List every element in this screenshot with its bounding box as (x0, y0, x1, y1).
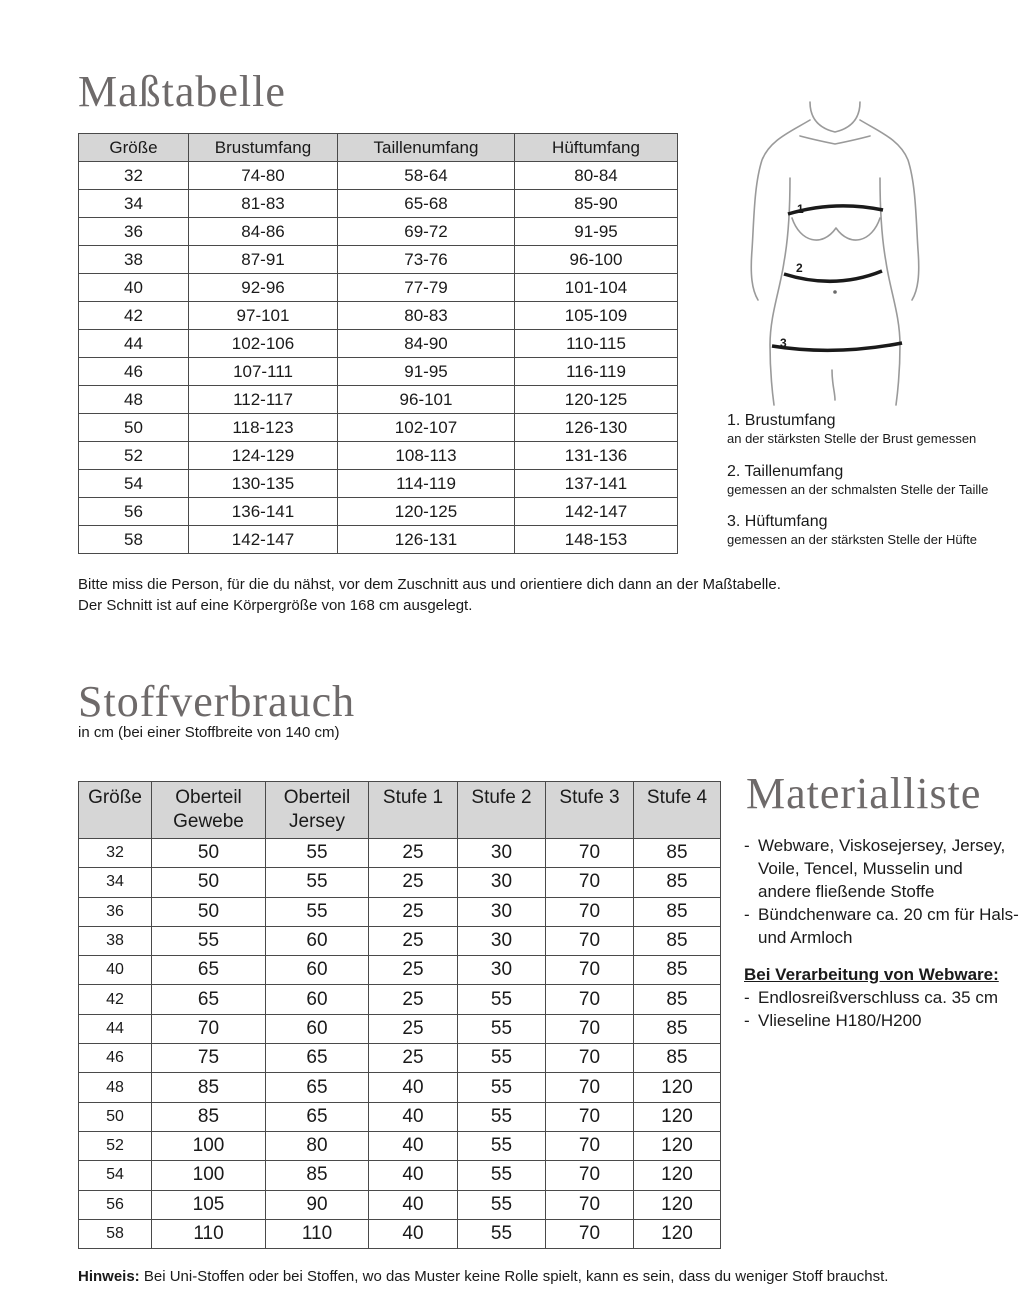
table-cell: 58 (79, 1219, 152, 1248)
material-item: - Bündchenware ca. 20 cm für Hals- und Armloch (744, 903, 1019, 949)
table-cell: 25 (369, 926, 458, 955)
table-cell: 70 (546, 1161, 634, 1190)
header-line: Jersey (289, 811, 345, 832)
figure-center-line (832, 370, 835, 400)
table-cell: 100 (152, 1161, 266, 1190)
table-cell: 56 (79, 498, 189, 526)
table-cell: 55 (458, 1190, 546, 1219)
table-cell: 30 (458, 897, 546, 926)
table-cell: 107-111 (189, 358, 338, 386)
table-cell: 40 (369, 1131, 458, 1160)
table-cell: 85 (634, 1044, 721, 1073)
table-cell: 85 (634, 956, 721, 985)
table-cell: 65 (152, 985, 266, 1014)
header-line: Stufe 2 (471, 787, 532, 808)
marker-2: 2 (796, 261, 803, 275)
table-cell: 120 (634, 1131, 721, 1160)
header-line: Stufe 4 (646, 787, 708, 808)
table-cell: 120-125 (338, 498, 515, 526)
table-cell: 142-147 (515, 498, 678, 526)
table-cell: 120 (634, 1219, 721, 1248)
table-cell: 50 (79, 1102, 152, 1131)
material-items (744, 834, 1019, 949)
legend-brustumfang (727, 412, 976, 446)
table-cell: 85 (266, 1161, 369, 1190)
table-cell: 84-86 (189, 218, 338, 246)
table-cell: 55 (458, 1073, 546, 1102)
table-row (79, 386, 678, 414)
table-cell: 91-95 (338, 358, 515, 386)
figure-bust (792, 218, 880, 240)
table-cell: 105-109 (515, 302, 678, 330)
table-row (79, 1161, 721, 1190)
table-cell: 136-141 (189, 498, 338, 526)
material-list (744, 834, 1019, 1032)
body-measurement-figure (740, 100, 930, 410)
table-cell: 56 (79, 1190, 152, 1219)
fabric-usage-column-header (369, 782, 458, 839)
table-row (79, 868, 721, 897)
table-cell: 70 (546, 1219, 634, 1248)
legend-description: gemessen an der stärksten Stelle der Hüfte (727, 532, 978, 547)
table-cell: 36 (79, 218, 189, 246)
table-cell: 50 (79, 414, 189, 442)
fabric-usage-column-header (79, 782, 152, 839)
table-cell: 120 (634, 1190, 721, 1219)
table-cell: 126-131 (338, 526, 515, 554)
table-row (79, 839, 721, 868)
table-cell: 32 (79, 162, 189, 190)
legend-title: 3. Hüftumfang (727, 513, 828, 530)
size-chart-column-header: Brustumfang (189, 134, 338, 162)
marker-1: 1 (797, 202, 804, 216)
header-line: Gewebe (173, 811, 244, 832)
table-cell: 25 (369, 868, 458, 897)
table-row (79, 274, 678, 302)
table-row (79, 358, 678, 386)
table-cell: 85 (634, 839, 721, 868)
table-cell: 34 (79, 868, 152, 897)
table-cell: 70 (546, 956, 634, 985)
table-cell: 55 (458, 1219, 546, 1248)
table-cell: 30 (458, 868, 546, 897)
table-cell: 52 (79, 1131, 152, 1160)
stoffverbrauch-title: Stoffverbrauch (78, 677, 356, 726)
table-cell: 114-119 (338, 470, 515, 498)
legend-description: gemessen an der schmalsten Stelle der Taille (727, 482, 989, 497)
size-chart-column-header: Taillenumfang (338, 134, 515, 162)
table-cell: 70 (546, 897, 634, 926)
table-cell: 65-68 (338, 190, 515, 218)
table-cell: 81-83 (189, 190, 338, 218)
table-cell: 65 (266, 1073, 369, 1102)
table-cell: 55 (152, 926, 266, 955)
fabric-usage-header-row (79, 782, 721, 839)
table-cell: 40 (369, 1190, 458, 1219)
table-row (79, 1190, 721, 1219)
table-row (79, 302, 678, 330)
table-cell: 73-76 (338, 246, 515, 274)
table-cell: 40 (369, 1161, 458, 1190)
table-cell: 70 (546, 1190, 634, 1219)
table-row (79, 246, 678, 274)
table-cell: 96-101 (338, 386, 515, 414)
hinweis-note (78, 1266, 888, 1287)
table-cell: 77-79 (338, 274, 515, 302)
table-row (79, 1044, 721, 1073)
table-cell: 142-147 (189, 526, 338, 554)
table-cell: 40 (369, 1102, 458, 1131)
table-row (79, 442, 678, 470)
table-cell: 50 (152, 897, 266, 926)
table-cell: 96-100 (515, 246, 678, 274)
table-cell: 90 (266, 1190, 369, 1219)
figure-left-torso (770, 178, 790, 405)
table-cell: 80-83 (338, 302, 515, 330)
table-cell: 102-106 (189, 330, 338, 358)
fabric-usage-column-header (634, 782, 721, 839)
header-line: Größe (88, 787, 142, 808)
materialliste-title: Materialliste (746, 769, 982, 818)
table-cell: 44 (79, 1014, 152, 1043)
table-cell: 70 (546, 868, 634, 897)
legend-taillenumfang (727, 463, 988, 497)
table-cell: 80 (266, 1131, 369, 1160)
table-row (79, 162, 678, 190)
table-cell: 55 (458, 1044, 546, 1073)
table-cell: 25 (369, 1044, 458, 1073)
legend-description: an der stärksten Stelle der Brust gemessen (727, 431, 977, 446)
table-cell: 120 (634, 1102, 721, 1131)
table-cell: 101-104 (515, 274, 678, 302)
header-line: Oberteil (175, 787, 242, 808)
table-row (79, 470, 678, 498)
table-cell: 126-130 (515, 414, 678, 442)
table-row (79, 956, 721, 985)
table-cell: 55 (458, 1014, 546, 1043)
table-cell: 100 (152, 1131, 266, 1160)
table-cell: 87-91 (189, 246, 338, 274)
table-cell: 44 (79, 330, 189, 358)
size-chart-column-header: Hüftumfang (515, 134, 678, 162)
table-cell: 38 (79, 926, 152, 955)
table-cell: 91-95 (515, 218, 678, 246)
table-cell: 70 (546, 926, 634, 955)
table-cell: 40 (369, 1073, 458, 1102)
table-cell: 40 (79, 956, 152, 985)
table-cell: 30 (458, 839, 546, 868)
table-cell: 70 (546, 839, 634, 868)
table-cell: 75 (152, 1044, 266, 1073)
table-row (79, 1219, 721, 1248)
table-cell: 116-119 (515, 358, 678, 386)
table-cell: 25 (369, 839, 458, 868)
table-cell: 124-129 (189, 442, 338, 470)
table-cell: 120-125 (515, 386, 678, 414)
table-cell: 137-141 (515, 470, 678, 498)
table-cell: 30 (458, 926, 546, 955)
figure-right-shoulder-arm (860, 120, 919, 300)
table-cell: 70 (546, 1014, 634, 1043)
table-row (79, 1102, 721, 1131)
table-cell: 70 (546, 1131, 634, 1160)
table-cell: 108-113 (338, 442, 515, 470)
table-cell: 50 (152, 868, 266, 897)
table-cell: 70 (152, 1014, 266, 1043)
table-cell: 25 (369, 897, 458, 926)
webware-items (744, 986, 1019, 1032)
table-cell: 54 (79, 1161, 152, 1190)
table-cell: 120 (634, 1073, 721, 1102)
size-chart-column-header: Größe (79, 134, 189, 162)
table-cell: 85 (634, 868, 721, 897)
table-cell: 52 (79, 442, 189, 470)
header-line: Oberteil (283, 787, 351, 808)
table-cell: 112-117 (189, 386, 338, 414)
table-cell: 120 (634, 1161, 721, 1190)
table-row (79, 1014, 721, 1043)
table-cell: 70 (546, 1102, 634, 1131)
table-cell: 110-115 (515, 330, 678, 358)
table-cell: 85 (634, 1014, 721, 1043)
table-cell: 102-107 (338, 414, 515, 442)
table-row (79, 414, 678, 442)
table-cell: 85-90 (515, 190, 678, 218)
table-cell: 131-136 (515, 442, 678, 470)
table-cell: 69-72 (338, 218, 515, 246)
table-cell: 40 (79, 274, 189, 302)
figure-collarbone (800, 136, 870, 144)
table-row (79, 526, 678, 554)
size-chart-header-row (79, 134, 678, 162)
table-cell: 70 (546, 1044, 634, 1073)
material-item: - Endlosreißverschluss ca. 35 cm (744, 986, 1019, 1009)
fabric-usage-table (78, 781, 721, 1249)
table-row (79, 190, 678, 218)
table-cell: 40 (369, 1219, 458, 1248)
table-cell: 55 (458, 1161, 546, 1190)
measure-note-line-1: Bitte miss die Person, für die du nähst, vor dem Zuschnitt aus und orientiere dich dann an der Maßtabelle. (78, 576, 781, 593)
table-row (79, 330, 678, 358)
table-cell: 58 (79, 526, 189, 554)
table-cell: 65 (266, 1044, 369, 1073)
table-cell: 55 (266, 897, 369, 926)
table-cell: 46 (79, 1044, 152, 1073)
table-cell: 110 (266, 1219, 369, 1248)
table-cell: 34 (79, 190, 189, 218)
table-cell: 70 (546, 985, 634, 1014)
table-cell: 118-123 (189, 414, 338, 442)
table-cell: 38 (79, 246, 189, 274)
table-cell: 85 (152, 1073, 266, 1102)
table-row (79, 897, 721, 926)
figure-navel (833, 290, 837, 294)
table-cell: 92-96 (189, 274, 338, 302)
table-cell: 48 (79, 386, 189, 414)
table-cell: 55 (458, 1102, 546, 1131)
table-row (79, 926, 721, 955)
table-cell: 42 (79, 985, 152, 1014)
table-cell: 50 (152, 839, 266, 868)
material-item: - Webware, Viskosejersey, Jersey, Voile, Tencel, Musselin und andere fließende Stoffe (744, 834, 1019, 903)
table-cell: 58-64 (338, 162, 515, 190)
table-row (79, 498, 678, 526)
fabric-usage-column-header (546, 782, 634, 839)
figure-neck (810, 102, 860, 132)
table-cell: 25 (369, 1014, 458, 1043)
table-cell: 84-90 (338, 330, 515, 358)
table-cell: 25 (369, 956, 458, 985)
table-cell: 85 (152, 1102, 266, 1131)
measure-note-line-2: Der Schnitt ist auf eine Körpergröße von 168 cm ausgelegt. (78, 597, 473, 614)
stoffverbrauch-subtitle: in cm (bei einer Stoffbreite von 140 cm) (78, 724, 340, 741)
webware-subheading: Bei Verarbeitung von Webware: (744, 965, 999, 984)
table-cell: 110 (152, 1219, 266, 1248)
table-cell: 97-101 (189, 302, 338, 330)
table-cell: 60 (266, 956, 369, 985)
table-cell: 32 (79, 839, 152, 868)
material-item: - Vlieseline H180/H200 (744, 1009, 1019, 1032)
table-cell: 46 (79, 358, 189, 386)
hinweis-label: Hinweis: (78, 1268, 140, 1285)
table-row (79, 218, 678, 246)
table-row (79, 1073, 721, 1102)
hinweis-text: Bei Uni-Stoffen oder bei Stoffen, wo das Muster keine Rolle spielt, kann es sein, dass du weniger Stoff brauchst. (139, 1268, 889, 1285)
table-cell: 65 (266, 1102, 369, 1131)
table-cell: 30 (458, 956, 546, 985)
table-row (79, 1131, 721, 1160)
header-line: Stufe 3 (559, 787, 620, 808)
measure-instructions (78, 574, 781, 616)
legend-title: 1. Brustumfang (727, 412, 836, 429)
table-cell: 55 (266, 839, 369, 868)
table-cell: 85 (634, 985, 721, 1014)
table-row (79, 985, 721, 1014)
masstabelle-title: Maßtabelle (78, 67, 286, 116)
table-cell: 25 (369, 985, 458, 1014)
table-cell: 60 (266, 926, 369, 955)
legend-title: 2. Taillenumfang (727, 463, 844, 480)
table-cell: 85 (634, 897, 721, 926)
table-cell: 55 (458, 1131, 546, 1160)
table-cell: 54 (79, 470, 189, 498)
table-cell: 65 (152, 956, 266, 985)
table-cell: 148-153 (515, 526, 678, 554)
table-cell: 74-80 (189, 162, 338, 190)
legend-hueftumfang (727, 513, 977, 547)
table-cell: 42 (79, 302, 189, 330)
table-cell: 55 (458, 985, 546, 1014)
table-cell: 85 (634, 926, 721, 955)
table-cell: 36 (79, 897, 152, 926)
fabric-usage-column-header (266, 782, 369, 839)
figure-right-torso (880, 178, 900, 405)
table-cell: 80-84 (515, 162, 678, 190)
fabric-usage-column-header (458, 782, 546, 839)
size-chart-table (78, 133, 678, 554)
table-cell: 70 (546, 1073, 634, 1102)
table-cell: 130-135 (189, 470, 338, 498)
fabric-usage-column-header (152, 782, 266, 839)
table-cell: 60 (266, 1014, 369, 1043)
table-cell: 55 (266, 868, 369, 897)
marker-3: 3 (780, 336, 787, 350)
table-cell: 105 (152, 1190, 266, 1219)
header-line: Stufe 1 (382, 787, 444, 808)
hip-measure-line (772, 343, 902, 350)
table-cell: 48 (79, 1073, 152, 1102)
table-cell: 60 (266, 985, 369, 1014)
